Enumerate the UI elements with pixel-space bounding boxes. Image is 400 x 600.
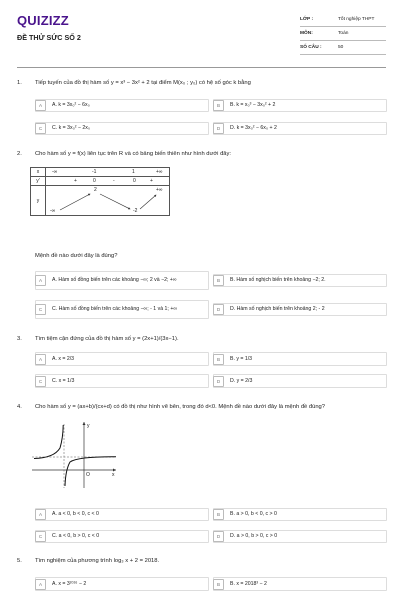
option-b[interactable] bbox=[213, 274, 387, 287]
option-letter: A bbox=[35, 509, 46, 520]
question-text: Tìm nghiệm của phương trình log₃ x + 2 = 2018. bbox=[35, 558, 160, 564]
option-text: A. a < 0, b < 0, c < 0 bbox=[52, 511, 99, 517]
option-letter: C bbox=[35, 123, 46, 134]
meta-value: Tốt nghiệp THPT bbox=[338, 17, 375, 22]
meta-row-subject bbox=[300, 27, 386, 41]
option-text: A. k = 3x₀² − 6x₀ bbox=[52, 102, 90, 108]
question-text: Cho hàm số y = (ax+b)/(cx+d) có đồ thị như hình vẽ bên, trong đó d<0. Mệnh đề nào dưới đây là mệnh đề đúng? bbox=[35, 404, 325, 410]
vt-x-value: -1 bbox=[92, 169, 97, 175]
exam-title: ĐỀ THỬ SỨC SỐ 2 bbox=[17, 33, 81, 42]
option-letter: B bbox=[213, 275, 224, 286]
question-text: Tìm tiệm cận đứng của đồ thị hàm số y = (2x+1)/(3x−1). bbox=[35, 336, 179, 342]
option-b[interactable] bbox=[213, 508, 387, 521]
option-letter: D bbox=[213, 304, 224, 315]
question-number: 3. bbox=[17, 336, 22, 342]
vt-yp-row bbox=[46, 177, 170, 186]
option-text: A. x = 2/3 bbox=[52, 355, 75, 362]
question-number: 4. bbox=[17, 404, 22, 410]
option-c[interactable] bbox=[35, 300, 209, 319]
option-text: D. Hàm số nghịch biến trên khoảng 2; - 2 bbox=[230, 306, 325, 312]
option-letter: A bbox=[35, 100, 46, 111]
option-b[interactable] bbox=[213, 99, 387, 112]
option-text: A. x = 3²⁰¹⁶ − 2 bbox=[52, 580, 87, 587]
option-text: D. y = 2/3 bbox=[230, 377, 253, 384]
option-a[interactable] bbox=[35, 352, 209, 366]
meta-key: SỐ CÂU : bbox=[300, 45, 322, 50]
option-text: D. k = 3x₀² − 6x₀ + 2 bbox=[230, 125, 277, 131]
graph-x-label: x bbox=[112, 472, 115, 478]
option-letter: A bbox=[35, 275, 46, 286]
question-number: 5. bbox=[17, 558, 22, 564]
vt-yp-zero: 0 bbox=[93, 178, 96, 184]
option-letter: C bbox=[35, 376, 46, 387]
option-letter: D bbox=[213, 531, 224, 542]
vt-yp-sign: + bbox=[74, 178, 77, 184]
option-d[interactable] bbox=[213, 303, 387, 316]
option-letter: A bbox=[35, 579, 46, 590]
meta-row-class bbox=[300, 13, 386, 27]
vt-x-label: x bbox=[31, 168, 46, 177]
question-prompt: Mệnh đề nào dưới đây là đúng? bbox=[35, 253, 118, 259]
option-b[interactable] bbox=[213, 352, 387, 366]
meta-value: Toán bbox=[338, 31, 349, 36]
vt-y-max: 2 bbox=[94, 187, 97, 193]
meta-row-count bbox=[300, 41, 386, 55]
vt-y-row bbox=[46, 186, 170, 216]
option-text: B. a > 0, b < 0, c > 0 bbox=[230, 511, 277, 517]
option-letter: B bbox=[213, 509, 224, 520]
exam-meta bbox=[300, 13, 386, 55]
meta-value: 50 bbox=[338, 45, 344, 50]
option-d[interactable] bbox=[213, 530, 387, 543]
option-letter: B bbox=[213, 579, 224, 590]
vt-x-value: 1 bbox=[132, 169, 135, 175]
question-number: 2. bbox=[17, 151, 22, 157]
quizizz-logo: QUIZIZZ bbox=[17, 13, 69, 28]
vt-y-left: -∞ bbox=[50, 208, 56, 214]
option-letter: A bbox=[35, 354, 46, 365]
option-letter: D bbox=[213, 376, 224, 387]
option-letter: C bbox=[35, 531, 46, 542]
graph-origin-label: O bbox=[86, 472, 90, 478]
question-number: 1. bbox=[17, 80, 22, 86]
option-text: C. k = 3x₀² − 2x₀ bbox=[52, 125, 91, 131]
meta-key: LỚP : bbox=[300, 17, 314, 22]
option-c[interactable] bbox=[35, 374, 209, 388]
option-text: D. a > 0, b > 0, c > 0 bbox=[230, 533, 278, 539]
option-text: C. Hàm số đồng biến trên các khoảng −∞; - 1 và 1; +∞ bbox=[52, 306, 178, 312]
option-b[interactable] bbox=[213, 577, 387, 591]
option-text: B. k = x₀³ − 3x₀² + 2 bbox=[230, 102, 276, 108]
option-c[interactable] bbox=[35, 530, 209, 543]
vt-y-label: y bbox=[31, 186, 46, 216]
vt-yp-label: y' bbox=[31, 177, 46, 186]
option-letter: B bbox=[213, 354, 224, 365]
variation-table bbox=[30, 167, 170, 216]
vt-arrows bbox=[46, 186, 172, 216]
vt-yp-sign: - bbox=[113, 178, 115, 184]
vt-y-min: -2 bbox=[133, 208, 138, 214]
header-divider bbox=[17, 67, 386, 68]
question-text: Cho hàm số y = f(x) liên tục trên R và có bảng biến thiên như hình dưới đây: bbox=[35, 151, 232, 157]
option-c[interactable] bbox=[35, 122, 209, 135]
option-letter: C bbox=[35, 304, 46, 315]
option-a[interactable] bbox=[35, 577, 209, 591]
vt-y-right: +∞ bbox=[156, 187, 163, 193]
option-text: C. a < 0, b > 0, c < 0 bbox=[52, 533, 100, 539]
hyperbola-graph bbox=[30, 420, 120, 490]
option-d[interactable] bbox=[213, 374, 387, 388]
option-a[interactable] bbox=[35, 99, 209, 112]
option-d[interactable] bbox=[213, 122, 387, 135]
vt-x-value: +∞ bbox=[156, 169, 163, 175]
option-a[interactable] bbox=[35, 271, 209, 290]
question-text: Tiếp tuyến của đồ thị hàm số y = x³ − 3x² + 2 tại điểm M(x₀ ; y₀) có hệ số góc k bằng bbox=[35, 80, 251, 86]
meta-key: MÔN: bbox=[300, 31, 313, 36]
option-text: B. Hàm số nghịch biến trên khoảng −2; 2. bbox=[230, 277, 326, 283]
vt-yp-sign: + bbox=[150, 178, 153, 184]
option-text: B. x = 2018³ − 2 bbox=[230, 580, 267, 587]
option-text: A. Hàm số đồng biến trên các khoảng −∞; 2 và −2; +∞ bbox=[52, 277, 177, 283]
graph-y-label: y bbox=[87, 423, 90, 429]
vt-x-value: -∞ bbox=[52, 169, 58, 175]
option-letter: D bbox=[213, 123, 224, 134]
option-text: B. y = 1/3 bbox=[230, 355, 253, 362]
option-letter: B bbox=[213, 100, 224, 111]
option-a[interactable] bbox=[35, 508, 209, 521]
option-text: C. x = 1/3 bbox=[52, 377, 75, 384]
vt-x-row bbox=[46, 168, 170, 177]
vt-yp-zero: 0 bbox=[133, 178, 136, 184]
